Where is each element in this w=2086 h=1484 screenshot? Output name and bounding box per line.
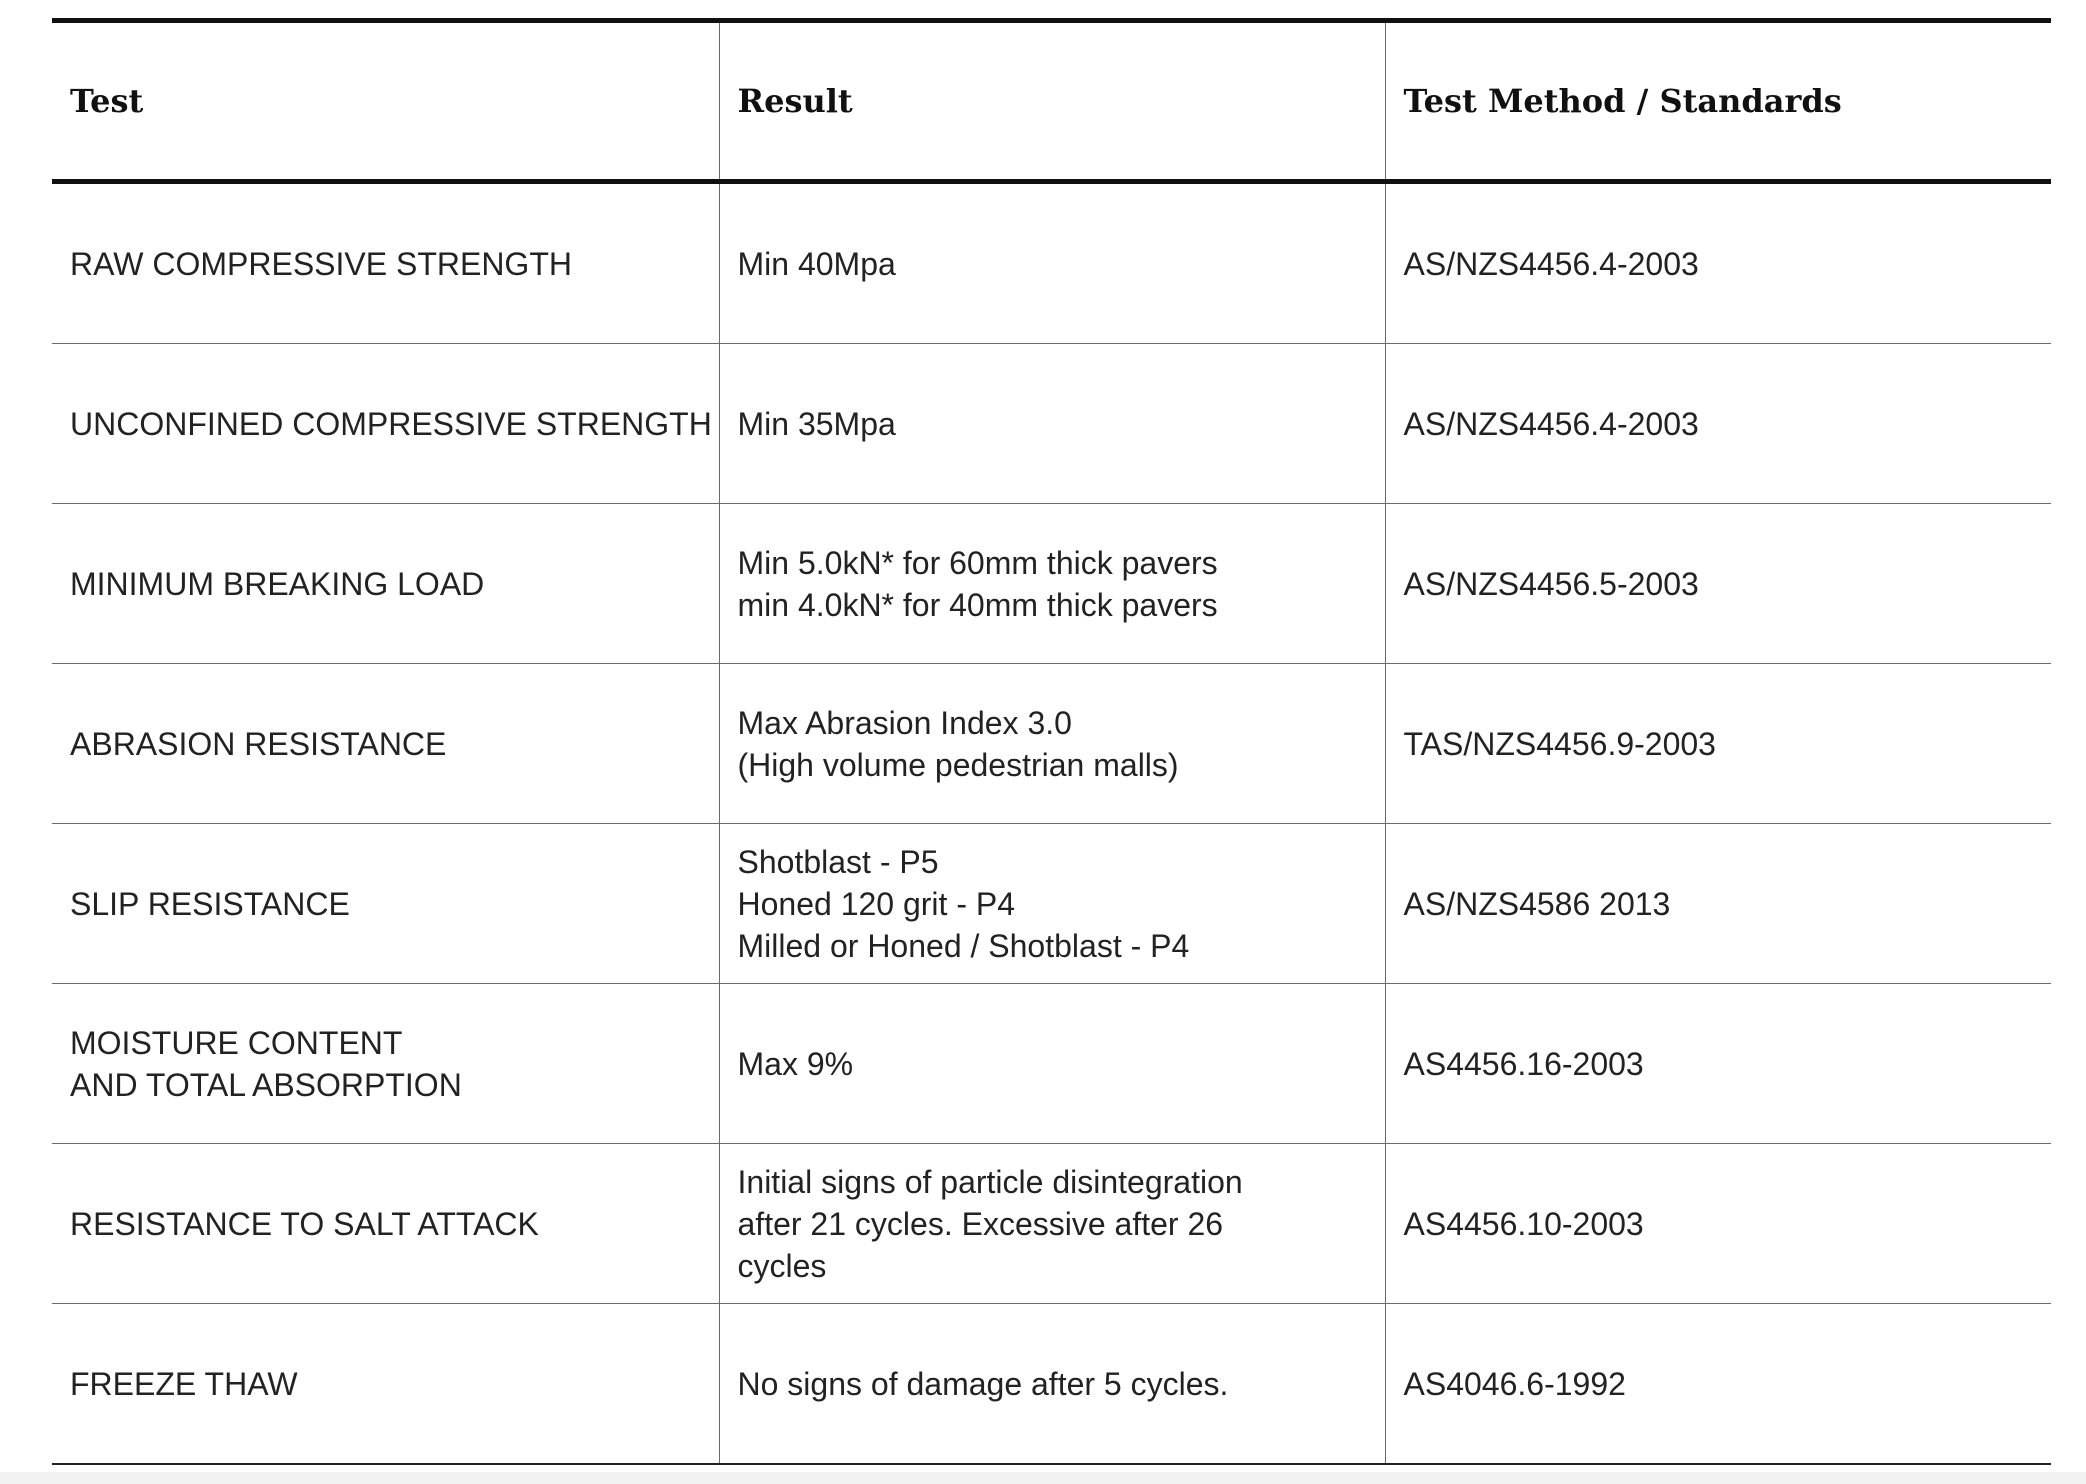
cell-standard: AS/NZS4586 2013: [1385, 824, 2051, 984]
header-test: Test: [52, 21, 719, 182]
table-row: [52, 344, 2051, 504]
cell-test: ABRASION RESISTANCE: [52, 664, 719, 824]
cell-result: No signs of damage after 5 cycles.: [719, 1304, 1385, 1465]
cell-standard: TAS/NZS4456.9-2003: [1385, 664, 2051, 824]
cell-standard: AS4456.10-2003: [1385, 1144, 2051, 1304]
cell-test: RAW COMPRESSIVE STRENGTH: [52, 182, 719, 344]
table-row: [52, 1144, 2051, 1304]
cell-standard: AS/NZS4456.5-2003: [1385, 504, 2051, 664]
cell-result: Max Abrasion Index 3.0 (High volume pedestrian malls): [719, 664, 1385, 824]
table-row: [52, 984, 2051, 1144]
cell-test: UNCONFINED COMPRESSIVE STRENGTH: [52, 344, 719, 504]
cell-standard: AS/NZS4456.4-2003: [1385, 182, 2051, 344]
cell-test: FREEZE THAW: [70, 1365, 298, 1402]
cell-result: Initial signs of particle disintegration after 21 cycles. Excessive after 26 cycles: [719, 1144, 1385, 1304]
cell-result: Min 40Mpa: [719, 182, 1385, 344]
table-row: [52, 504, 2051, 664]
cell-result: Min 5.0kN* for 60mm thick pavers min 4.0kN* for 40mm thick pavers: [719, 504, 1385, 664]
cell-standard: AS/NZS4456.4-2003: [1385, 344, 2051, 504]
cell-result: Min 35Mpa: [719, 344, 1385, 504]
table-row: [52, 664, 2051, 824]
table-row: [52, 182, 2051, 344]
table-row: [52, 1304, 2051, 1465]
table-row: [52, 824, 2051, 984]
cell-standard: AS4456.16-2003: [1385, 984, 2051, 1144]
cell-test: SLIP RESISTANCE: [52, 824, 719, 984]
cell-test: MINIMUM BREAKING LOAD: [52, 504, 719, 664]
bottom-margin: [0, 1472, 2086, 1484]
header-test-method: Test Method / Standards: [1385, 21, 2051, 182]
cell-standard: AS4046.6-1992: [1385, 1304, 2051, 1465]
cell-test: RESISTANCE TO SALT ATTACK: [52, 1144, 719, 1304]
header-result: Result: [719, 21, 1385, 182]
cell-result: Max 9%: [719, 984, 1385, 1144]
cell-test: MOISTURE CONTENT AND TOTAL ABSORPTION: [52, 984, 719, 1144]
table-header-row: [52, 21, 2051, 182]
cell-result: Shotblast - P5 Honed 120 grit - P4 Milled or Honed / Shotblast - P4: [719, 824, 1385, 984]
test-results-table: [52, 18, 2051, 1465]
